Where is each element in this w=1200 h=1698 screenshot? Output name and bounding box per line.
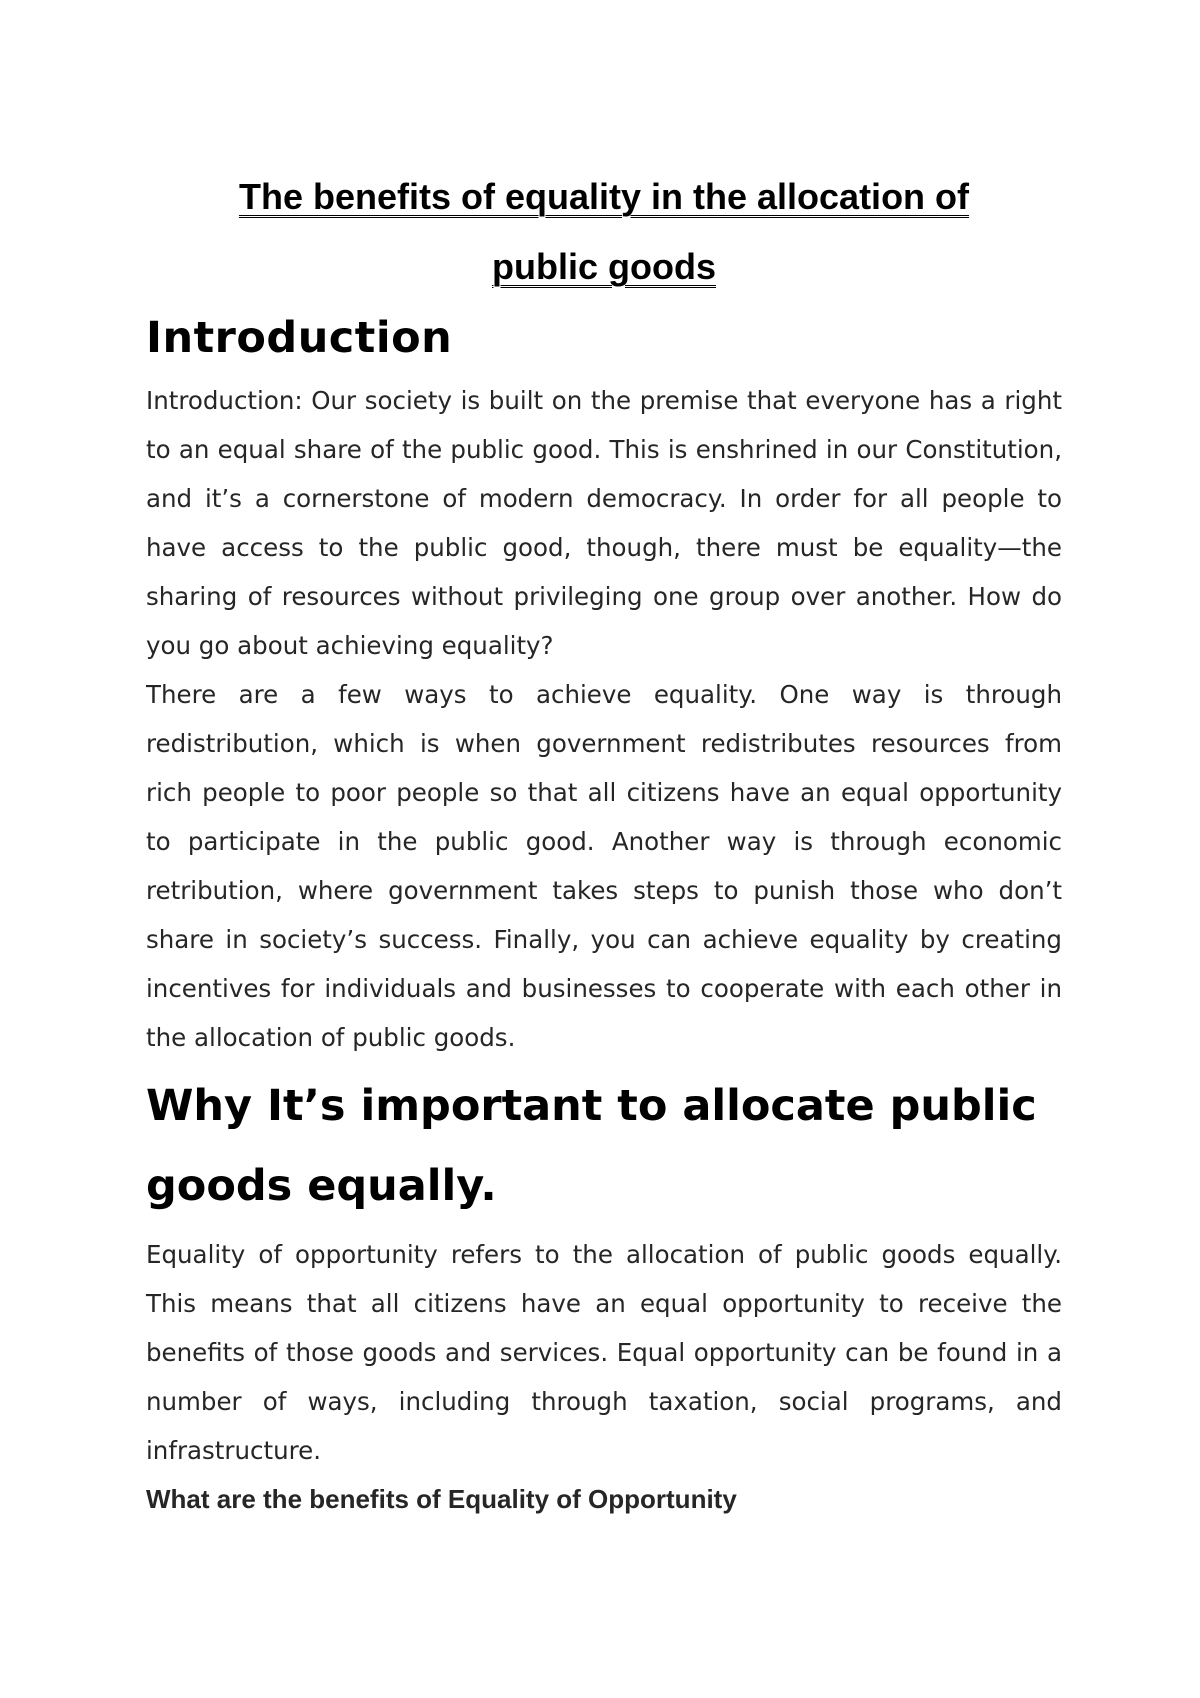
document-title-line-2: public goods (492, 246, 716, 287)
document-title (146, 162, 1062, 302)
section-heading-introduction: Introduction (146, 313, 453, 363)
document-page (146, 162, 1062, 1523)
paragraph-introduction-1: Introduction: Our society is built on the premise that everyone has a right to an equal share of the public good. This is enshrined in our Constitution, and it’s a cornerstone of modern democracy. In order for all people to have access to the public good, though, there must be equality—the sharing of resources without privileging one group over another. How do you go about achieving equality? (146, 386, 1062, 660)
document-title-line-1: The benefits of equality in the allocation of (238, 176, 970, 217)
section-heading-why-important: Why It’s important to allocate public goods equally. (146, 1081, 1037, 1211)
subheading-benefits: What are the benefits of Equality of Opportunity (146, 1484, 737, 1514)
paragraph-introduction-2: There are a few ways to achieve equality. One way is through redistribution, which is when government redistributes resources from rich people to poor people so that all citizens have an equal opportunity to participate in the public good. Another way is through economic retribution, where government takes steps to punish those who don’t share in society’s success. Finally, you can achieve equality by creating incentives for individuals and businesses to cooperate with each other in the allocation of public goods. (146, 680, 1062, 1052)
paragraph-equality-of-opportunity: Equality of opportunity refers to the allocation of public goods equally. This means that all citizens have an equal opportunity to receive the benefits of those goods and services. Equal opportunity can be found in a number of ways, including through taxation, social programs, and infrastructure. (146, 1240, 1062, 1465)
